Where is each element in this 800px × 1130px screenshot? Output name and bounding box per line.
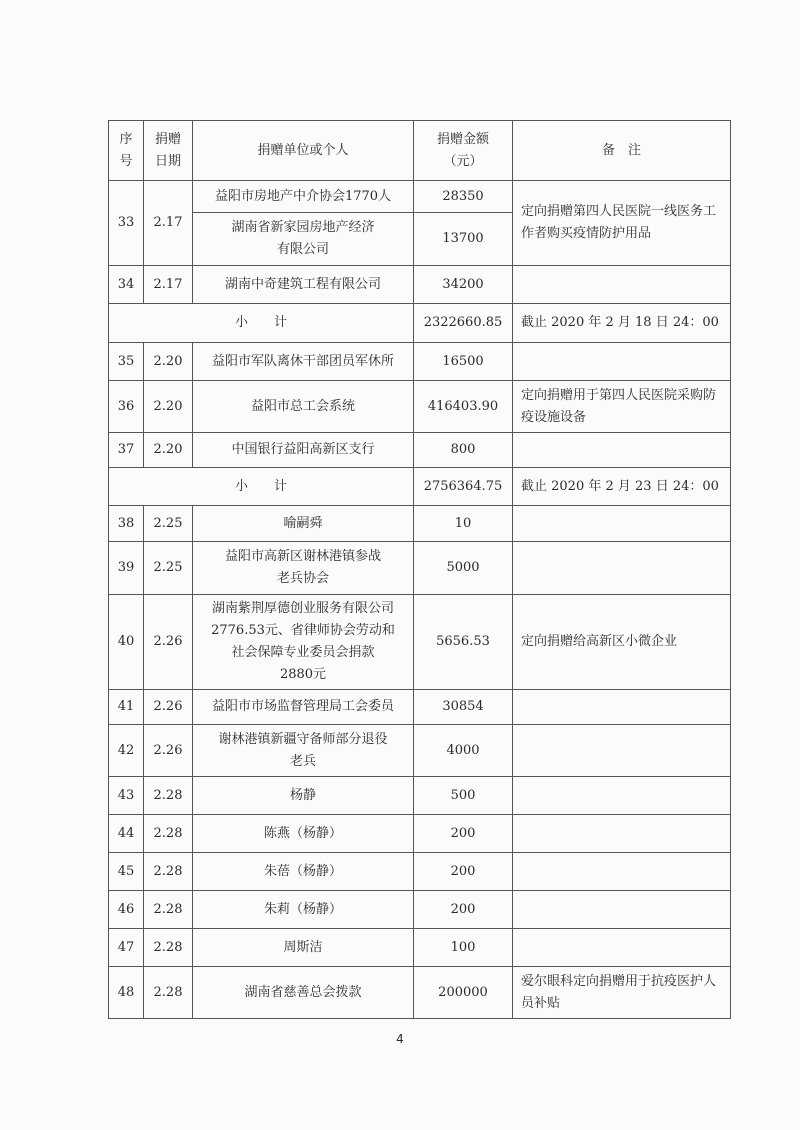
date: 2.28 xyxy=(144,929,193,967)
table-row xyxy=(109,967,731,1019)
subtotal-amount: 2756364.75 xyxy=(414,468,513,506)
note: 定向捐赠第四人民医院一线医务工作者购买疫情防护用品 xyxy=(513,181,731,266)
date: 2.28 xyxy=(144,967,193,1019)
table-row xyxy=(109,381,731,433)
seq: 42 xyxy=(109,725,144,777)
donor: 朱莉（杨静） xyxy=(193,891,414,929)
donor: 益阳市高新区谢林港镇参战 老兵协会 xyxy=(193,542,414,595)
table-header xyxy=(109,121,731,181)
amount: 5656.53 xyxy=(414,595,513,690)
seq: 36 xyxy=(109,381,144,433)
table-row xyxy=(109,929,731,967)
subtotal-label: 小 计 xyxy=(109,468,414,506)
donor: 陈燕（杨静） xyxy=(193,815,414,853)
amount: 800 xyxy=(414,433,513,468)
note xyxy=(513,891,731,929)
note: 截止 2020 年 2 月 18 日 24：00 xyxy=(513,304,731,343)
amount: 28350 xyxy=(414,181,513,213)
amount: 500 xyxy=(414,777,513,815)
date: 2.26 xyxy=(144,690,193,725)
note: 定向捐赠用于第四人民医院采购防疫设施设备 xyxy=(513,381,731,433)
seq: 41 xyxy=(109,690,144,725)
table-row xyxy=(109,690,731,725)
header-date: 捐赠 日期 xyxy=(144,121,193,181)
amount: 100 xyxy=(414,929,513,967)
note: 爱尔眼科定向捐赠用于抗疫医护人员补贴 xyxy=(513,967,731,1019)
amount: 10 xyxy=(414,506,513,542)
note xyxy=(513,690,731,725)
donor: 谢林港镇新疆守备师部分退役 老兵 xyxy=(193,725,414,777)
donor: 湖南中奇建筑工程有限公司 xyxy=(193,266,414,304)
subtotal-amount: 2322660.85 xyxy=(414,304,513,343)
amount: 13700 xyxy=(414,213,513,266)
table-row xyxy=(109,343,731,381)
date: 2.28 xyxy=(144,891,193,929)
donor: 湖南省新家园房地产经济 有限公司 xyxy=(193,213,414,266)
note xyxy=(513,266,731,304)
header-amount: 捐赠金额 （元） xyxy=(414,121,513,181)
date: 2.25 xyxy=(144,506,193,542)
date: 2.17 xyxy=(144,266,193,304)
seq: 48 xyxy=(109,967,144,1019)
table-row xyxy=(109,725,731,777)
note xyxy=(513,853,731,891)
table-row xyxy=(109,777,731,815)
note xyxy=(513,433,731,468)
note xyxy=(513,929,731,967)
note xyxy=(513,343,731,381)
seq: 35 xyxy=(109,343,144,381)
date: 2.28 xyxy=(144,853,193,891)
date: 2.28 xyxy=(144,815,193,853)
note xyxy=(513,777,731,815)
note xyxy=(513,815,731,853)
seq: 38 xyxy=(109,506,144,542)
note: 截止 2020 年 2 月 23 日 24：00 xyxy=(513,468,731,506)
donor: 湖南省慈善总会拨款 xyxy=(193,967,414,1019)
date: 2.26 xyxy=(144,595,193,690)
table-row xyxy=(109,506,731,542)
donor: 益阳市军队离休干部团员军休所 xyxy=(193,343,414,381)
seq: 33 xyxy=(109,181,144,266)
table-row xyxy=(109,853,731,891)
note xyxy=(513,506,731,542)
amount: 200 xyxy=(414,891,513,929)
subtotal-row xyxy=(109,304,731,343)
page-number: 4 xyxy=(396,1032,404,1046)
donor: 益阳市房地产中介协会1770人 xyxy=(193,181,414,213)
date: 2.20 xyxy=(144,433,193,468)
subtotal-row xyxy=(109,468,731,506)
table-row xyxy=(109,542,731,595)
seq: 45 xyxy=(109,853,144,891)
amount: 5000 xyxy=(414,542,513,595)
amount: 416403.90 xyxy=(414,381,513,433)
donor: 益阳市总工会系统 xyxy=(193,381,414,433)
seq: 47 xyxy=(109,929,144,967)
seq: 39 xyxy=(109,542,144,595)
date: 2.17 xyxy=(144,181,193,266)
header-seq: 序 号 xyxy=(109,121,144,181)
seq: 46 xyxy=(109,891,144,929)
donor: 杨静 xyxy=(193,777,414,815)
table-row xyxy=(109,433,731,468)
date: 2.20 xyxy=(144,381,193,433)
subtotal-label: 小 计 xyxy=(109,304,414,343)
seq: 43 xyxy=(109,777,144,815)
seq: 37 xyxy=(109,433,144,468)
seq: 34 xyxy=(109,266,144,304)
note xyxy=(513,725,731,777)
date: 2.26 xyxy=(144,725,193,777)
date: 2.20 xyxy=(144,343,193,381)
table-row xyxy=(109,181,731,213)
seq: 44 xyxy=(109,815,144,853)
amount: 16500 xyxy=(414,343,513,381)
donor: 朱蓓（杨静） xyxy=(193,853,414,891)
amount: 4000 xyxy=(414,725,513,777)
header-note: 备 注 xyxy=(513,121,731,181)
table-row xyxy=(109,266,731,304)
date: 2.25 xyxy=(144,542,193,595)
note: 定向捐赠给高新区小微企业 xyxy=(513,595,731,690)
amount: 34200 xyxy=(414,266,513,304)
seq: 40 xyxy=(109,595,144,690)
note xyxy=(513,542,731,595)
donor: 中国银行益阳高新区支行 xyxy=(193,433,414,468)
donor: 湖南紫荆厚德创业服务有限公司 2776.53元、省律师协会劳动和 社会保障专业委员会捐款 2880元 xyxy=(193,595,414,690)
donor: 周斯洁 xyxy=(193,929,414,967)
amount: 200000 xyxy=(414,967,513,1019)
header-donor: 捐赠单位或个人 xyxy=(193,121,414,181)
donor: 益阳市市场监督管理局工会委员 xyxy=(193,690,414,725)
date: 2.28 xyxy=(144,777,193,815)
amount: 30854 xyxy=(414,690,513,725)
table-row xyxy=(109,891,731,929)
amount: 200 xyxy=(414,853,513,891)
donation-table xyxy=(108,120,731,1019)
table-row xyxy=(109,595,731,690)
table-row xyxy=(109,815,731,853)
donor: 喻嗣舜 xyxy=(193,506,414,542)
amount: 200 xyxy=(414,815,513,853)
